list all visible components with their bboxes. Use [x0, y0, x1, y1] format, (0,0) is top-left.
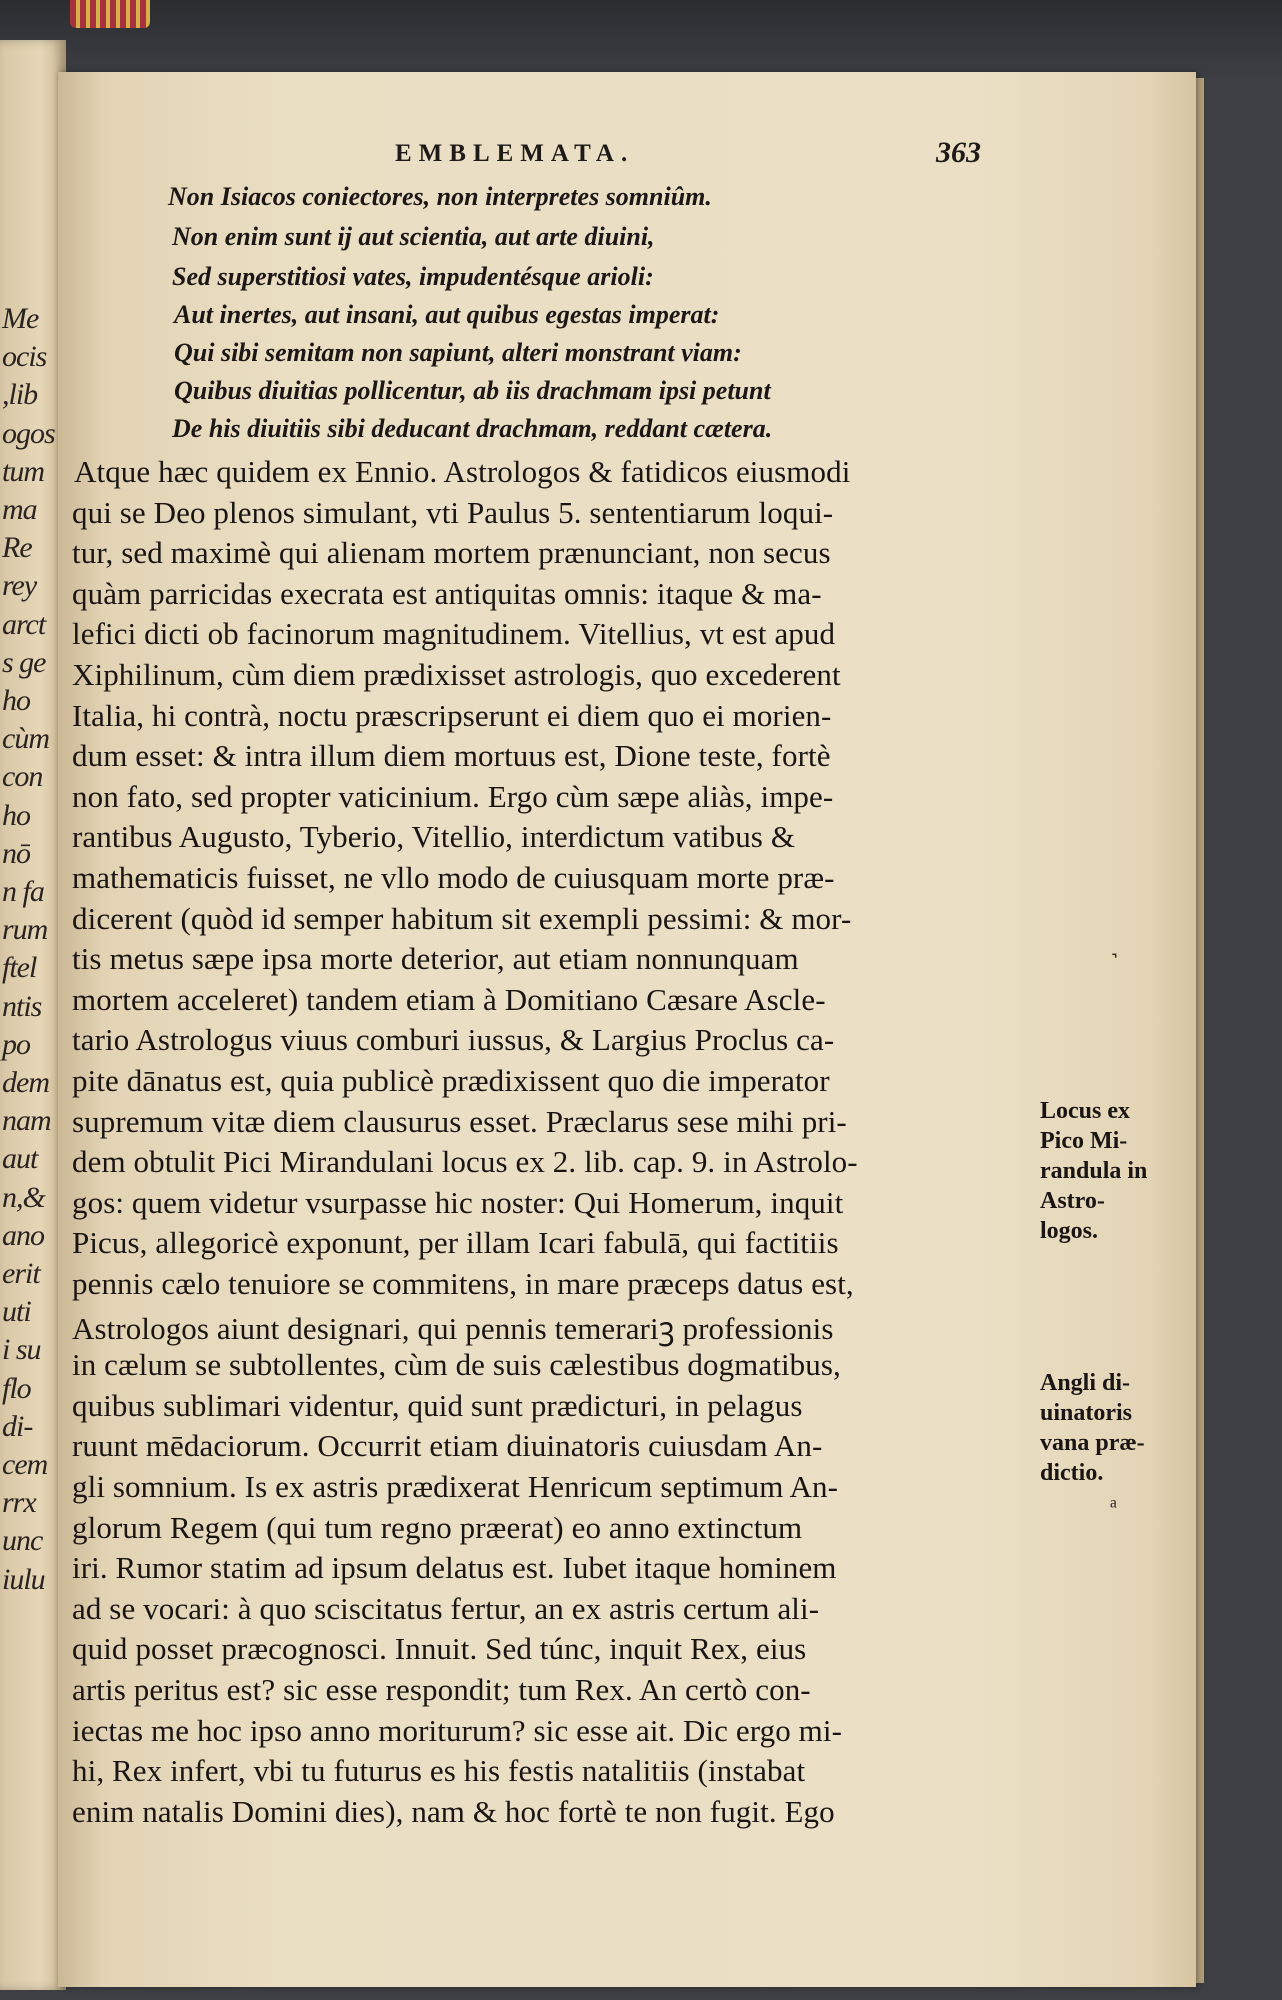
prose-line: quàm parricidas execrata est antiquitas omnis: itaque & ma-	[72, 575, 822, 611]
facing-page-fragment: ftel	[2, 951, 37, 985]
prose-line: Xiphilinum, cùm diem prædixisset astrologis, quo excederent	[72, 657, 841, 692]
verse-line: Non Isiacos coniectores, non interpretes somniûm.	[168, 182, 712, 211]
facing-page-fragment: n,&	[2, 1180, 45, 1214]
prose-line: Astrologos aiunt designari, qui pennis temerariꝫ professionis	[72, 1310, 834, 1346]
prose-line: gli somnium. Is ex astris prædixerat Henricum septimum An-	[72, 1469, 839, 1504]
prose-line: tis metus sæpe ipsa morte deterior, aut etiam nonnunquam	[72, 941, 799, 977]
prose-line: enim natalis Domini dies), nam & hoc fortè te non fugit. Ego	[72, 1793, 835, 1829]
prose-line: Italia, hi contrà, noctu præscripserunt ei diem quo ei morien-	[72, 697, 832, 733]
facing-page-fragment: i su	[2, 1333, 41, 1367]
prose-line: mortem acceleret) tandem etiam à Domitiano Cæsare Ascle-	[72, 981, 826, 1017]
prose-line: dicerent (quòd id semper habitum sit exempli pessimi: & mor-	[72, 900, 852, 936]
margin-note: Angli di- uinatoris vana præ- dictio.	[1040, 1370, 1145, 1486]
prose-line: rantibus Augusto, Tyberio, Vitellio, interdictum vatibus &	[72, 819, 796, 855]
prose-line: artis peritus est? sic esse respondit; tum Rex. An certò con-	[72, 1672, 811, 1707]
facing-page-fragment: cem	[2, 1448, 48, 1481]
printer-mark: ₐ	[1110, 1482, 1118, 1511]
prose-line: hi, Rex infert, vbi tu futurus es his festis natalitiis (instabat	[72, 1753, 806, 1789]
prose-line: quibus sublimari videntur, quid sunt prædicturi, in pelagus	[72, 1387, 803, 1423]
prose-line: lefici dicti ob facinorum magnitudinem. Vitellius, vt est apud	[72, 616, 836, 652]
prose-line: dum esset: & intra illum diem mortuus est, Dione teste, fortè	[72, 738, 831, 774]
facing-page-fragment: rrx	[2, 1486, 36, 1520]
prose-line: Atque hæc quidem ex Ennio. Astrologos & fatidicos eiusmodi	[74, 454, 851, 489]
printer-mark: ˺	[1110, 948, 1119, 977]
facing-page-fragment: ocis	[2, 340, 47, 374]
facing-page-fragment: erit	[2, 1257, 40, 1290]
facing-page-fragment: ano	[2, 1218, 44, 1252]
facing-page-fragment: ho	[2, 798, 30, 832]
facing-page-fragment: flo	[2, 1371, 31, 1405]
facing-page-fragment: n fa	[2, 875, 44, 908]
margin-note: Locus ex Pico Mi- randula in Astro- logos.	[1040, 1098, 1148, 1244]
prose-line: qui se Deo plenos simulant, vti Paulus 5. sententiarum loqui-	[72, 494, 834, 530]
facing-page-fragment: ma	[2, 493, 37, 526]
page-number: 363	[936, 136, 981, 169]
prose-line: iectas me hoc ipso anno moriturum? sic esse ait. Dic ergo mi-	[72, 1712, 842, 1748]
facing-page-fragment: ntis	[2, 989, 42, 1023]
facing-page	[0, 40, 66, 1990]
facing-page-fragment: tum	[2, 454, 44, 488]
facing-page-fragment: s ge	[2, 645, 46, 679]
facing-page-fragment: cùm	[2, 722, 49, 756]
prose-line: ad se vocari: à quo sciscitatus fertur, an ex astris certum ali-	[72, 1590, 820, 1626]
verse-line: Non enim sunt ij aut scientia, aut arte diuini,	[172, 222, 655, 251]
prose-line: non fato, sed propter vaticinium. Ergo cùm sæpe aliàs, impe-	[72, 778, 834, 814]
facing-page-fragment: po	[2, 1027, 30, 1061]
prose-line: ruunt mēdaciorum. Occurrit etiam diuinatoris cuiusdam An-	[72, 1428, 823, 1464]
facing-page-fragment: rum	[2, 913, 48, 947]
facing-page-fragment: aut	[2, 1142, 38, 1176]
prose-line: tur, sed maximè qui alienam mortem prænunciant, non secus	[72, 535, 831, 571]
facing-page-fragment: ,lib	[2, 378, 38, 412]
prose-line: mathematicis fuisset, ne vllo modo de cuiusquam morte præ-	[72, 860, 835, 895]
running-title: EMBLEMATA.	[395, 140, 635, 167]
facing-page-fragment: uti	[2, 1295, 31, 1329]
prose-line: pennis cælo tenuiore se commitens, in mare præceps datus est,	[72, 1266, 854, 1301]
facing-page-fragment: Re	[2, 531, 32, 565]
facing-page-fragment: dem	[2, 1066, 49, 1099]
facing-page-fragment: nam	[2, 1104, 51, 1138]
facing-page-fragment: nō	[2, 836, 30, 870]
facing-page-fragment: con	[2, 760, 43, 794]
prose-line: quid posset præcognosci. Innuit. Sed túnc, inquit Rex, eius	[72, 1631, 807, 1667]
top-shadow	[0, 0, 1282, 80]
verse-line: Sed superstitiosi vates, impudentésque arioli:	[172, 262, 654, 291]
facing-page-fragment: rey	[2, 569, 37, 603]
prose-line: tario Astrologus viuus comburi iussus, & Largius Proclus ca-	[72, 1022, 835, 1058]
bookmark-ribbon	[70, 0, 150, 28]
prose-line: Picus, allegoricè exponunt, per illam Icari fabulā, qui factitiis	[72, 1225, 839, 1261]
facing-page-fragment: di-	[2, 1409, 33, 1443]
verse-line: Qui sibi semitam non sapiunt, alteri monstrant viam:	[174, 338, 742, 367]
prose-line: pite dānatus est, quia publicè prædixissent quo die imperator	[72, 1063, 830, 1098]
verse-line: Quibus diuitias pollicentur, ab iis drachmam ipsi petunt	[174, 376, 771, 405]
facing-page-fragment: Me	[2, 302, 39, 335]
verse-line: De his diuitiis sibi deducant drachmam, reddant cætera.	[172, 414, 773, 443]
prose-line: gos: quem videtur vsurpasse hic noster: Qui Homerum, inquit	[72, 1184, 844, 1220]
prose-line: iri. Rumor statim ad ipsum delatus est. Iubet itaque hominem	[72, 1550, 837, 1586]
prose-line: glorum Regem (qui tum regno præerat) eo anno extinctum	[72, 1509, 803, 1545]
facing-page-fragment: iulu	[2, 1562, 45, 1596]
prose-line: supremum vitæ diem clausurus esset. Præclarus sese mihi pri-	[72, 1103, 847, 1139]
prose-line: in cælum se subtollentes, cùm de suis cælestibus dogmatibus,	[72, 1347, 841, 1383]
book-page	[58, 72, 1196, 1987]
facing-page-fragment: ogos	[2, 416, 55, 450]
facing-page-fragment: arct	[2, 607, 46, 641]
facing-page-fragment: unc	[2, 1524, 43, 1558]
prose-line: dem obtulit Pici Mirandulani locus ex 2. lib. cap. 9. in Astrolo-	[72, 1144, 858, 1180]
facing-page-fragment: ho	[2, 684, 30, 717]
verse-line: Aut inertes, aut insani, aut quibus egestas imperat:	[174, 300, 720, 329]
